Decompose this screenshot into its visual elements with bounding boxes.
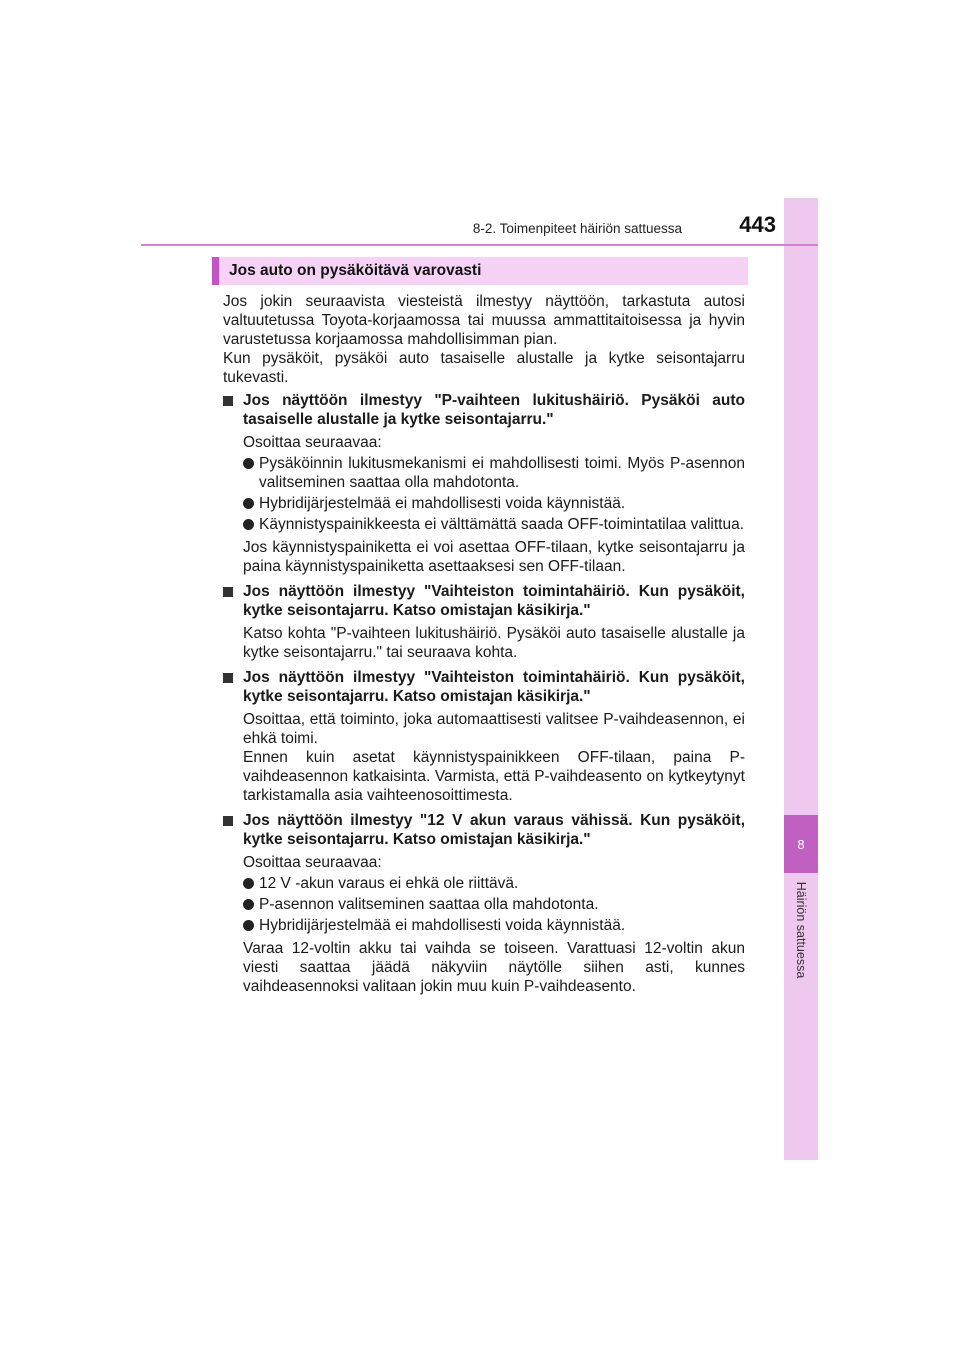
square-bullet-icon <box>223 673 233 683</box>
chapter-label: Häiriön sattuessa <box>794 881 808 979</box>
bullet-dot-icon <box>243 458 254 469</box>
lead-text: Osoittaa seuraavaa: <box>243 434 382 451</box>
chapter-side-tab <box>784 198 818 1160</box>
square-bullet-icon <box>223 587 233 597</box>
body-paragraph: Osoittaa, että toiminto, joka automaattisesti valitsee P-vaihdeasennon, ei ehkä toimi. Ennen kuin asetat käynnistyspainikkeen OFF-tilaan, paina P-vaihdeasennon katkaisinta. Varmista, että P-vaihdeasento on kytkeytynyt tarkistamalla asia vaihteenosoittimesta. <box>243 711 745 804</box>
page-content <box>223 292 745 996</box>
list-item: Hybridijärjestelmää ei mahdollisesti voida käynnistää. <box>243 494 745 513</box>
intro-line: Kun pysäköit, pysäköi auto tasaiselle alustalle ja kytke seisontajarru tukevasti. <box>223 350 745 386</box>
message-heading: Jos näyttöön ilmestyy "Vaihteiston toimintahäiriö. Kun pysäköit, kytke seisontajarru. Katso omistajan käsikirja." <box>223 668 745 706</box>
body-paragraph: Varaa 12-voltin akku tai vaihda se toiseen. Varattuasi 12-voltin akun viesti saattaa jäädä näkyviin näytölle siihen asti, kunnes vaihdeasennoksi valitaan jokin muu kuin P-vaihdeasento. <box>243 940 745 995</box>
intro-line: Jos jokin seuraavista viesteistä ilmestyy näyttöön, tarkastuta autosi valtuutetussa Toyota-korjaamossa tai muussa ammattitaitoisessa ja hyvin varustetussa korjaamossa mahdollisimman pian. <box>223 293 745 348</box>
bullet-dot-icon <box>243 498 254 509</box>
section-title: 8-2. Toimenpiteet häiriön sattuessa <box>472 221 682 236</box>
message-heading: Jos näyttöön ilmestyy "12 V akun varaus vähissä. Kun pysäköit, kytke seisontajarru. Katso omistajan käsikirja." <box>223 811 745 849</box>
list-item: Käynnistyspainikkeesta ei välttämättä saada OFF-toimintatilaa valittua. <box>243 515 745 534</box>
message-heading: Jos näyttöön ilmestyy "P-vaihteen lukitushäiriö. Pysäköi auto tasaiselle alustalle ja kytke seisontajarru." <box>223 391 745 429</box>
body-paragraph: Katso kohta "P-vaihteen lukitushäiriö. Pysäköi auto tasaiselle alustalle ja kytke seisontajarru." tai seuraava kohta. <box>243 625 745 661</box>
body-paragraph: Jos käynnistyspainiketta ei voi asettaa OFF-tilaan, kytke seisontajarru ja paina käynnistyspainiketta asettaaksesi sen OFF-tilaan. <box>243 539 745 575</box>
topic-title-bar <box>212 257 748 285</box>
topic-title: Jos auto on pysäköitävä varovasti <box>229 262 482 279</box>
page-number: 443 <box>739 212 776 237</box>
lead-text: Osoittaa seuraavaa: <box>243 854 382 871</box>
list-item: Pysäköinnin lukitusmekanismi ei mahdollisesti toimi. Myös P-asennon valitseminen saattaa olla mahdotonta. <box>243 454 745 492</box>
chapter-number: 8 <box>784 815 818 873</box>
square-bullet-icon <box>223 816 233 826</box>
bullet-list <box>223 454 745 534</box>
list-item: P-asennon valitseminen saattaa olla mahdotonta. <box>243 895 745 914</box>
square-bullet-icon <box>223 396 233 406</box>
bullet-dot-icon <box>243 920 254 931</box>
list-item: Hybridijärjestelmää ei mahdollisesti voida käynnistää. <box>243 916 745 935</box>
header-rule <box>141 244 818 246</box>
list-item: 12 V -akun varaus ei ehkä ole riittävä. <box>243 874 745 893</box>
bullet-dot-icon <box>243 878 254 889</box>
intro-paragraph <box>223 292 745 387</box>
message-heading: Jos näyttöön ilmestyy "Vaihteiston toimintahäiriö. Kun pysäköit, kytke seisontajarru. Katso omistajan käsikirja." <box>223 582 745 620</box>
bullet-dot-icon <box>243 519 254 530</box>
bullet-list <box>223 874 745 935</box>
bullet-dot-icon <box>243 899 254 910</box>
